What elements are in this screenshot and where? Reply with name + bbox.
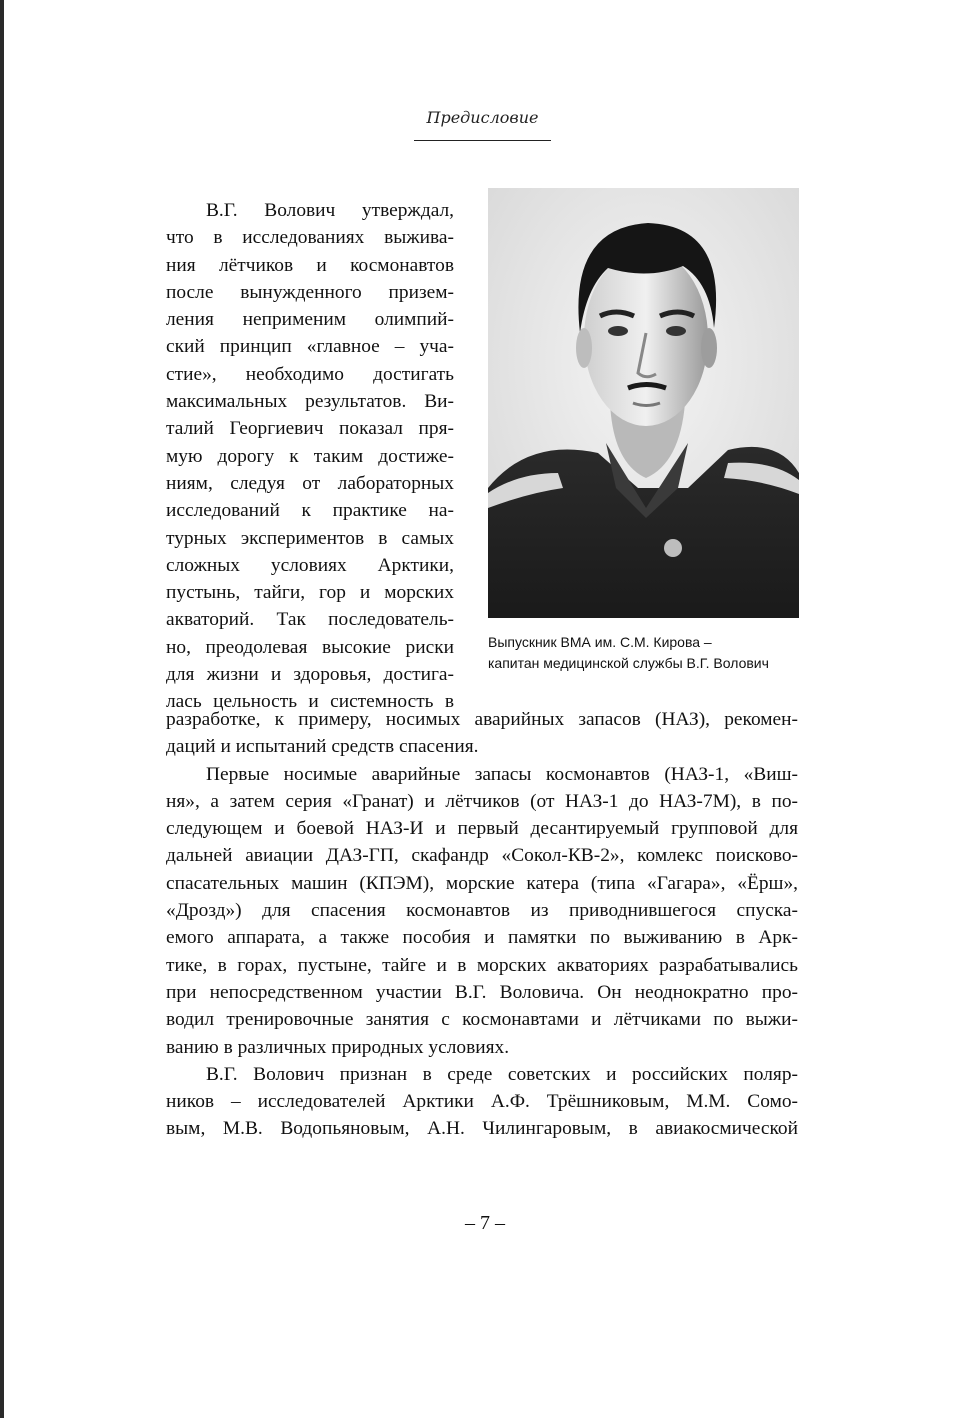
text-line: при непосредственном участии В.Г. Воловича. Он неоднократно про-	[166, 981, 798, 1003]
text-line: максимальных результатов. Ви-	[166, 391, 454, 413]
text-line: «Дрозд») для спасения космонавтов из приводнившегося спуска-	[166, 900, 798, 922]
text-line: мую дорогу к таким достиже-	[166, 445, 454, 467]
text-line: следующем и боевой НАЗ-И и первый десантируемый групповой для	[166, 818, 798, 840]
text-line: дальней авиации ДАЗ-ГП, скафандр «Сокол-КВ-2», комлекс поисково-	[166, 845, 798, 867]
text-line: водил тренировочные занятия с космонавтами и лётчиками по выжи-	[166, 1009, 798, 1031]
text-line: ния лётчиков и космонавтов	[166, 254, 454, 276]
text-line: что в исследованиях выжива-	[166, 227, 454, 249]
body-wide	[166, 706, 798, 1143]
text-line: вым, М.В. Водопьяновым, А.Н. Чилингаровым, в авиакосмической	[166, 1118, 798, 1140]
text-line: В.Г. Волович утверждал,	[206, 200, 454, 221]
page-edge	[0, 0, 4, 1418]
running-header: Предисловие	[426, 108, 539, 127]
text-line: ня», а затем серия «Гранат) и лётчиков (от НАЗ-1 до НАЗ-7М), в по-	[166, 790, 798, 812]
text-line: талий Георгиевич показал пря-	[166, 418, 454, 440]
text-line: сложных условиях Арктики,	[166, 554, 454, 576]
caption-line: Выпускник ВМА им. С.М. Кирова –	[488, 634, 712, 650]
text-line: после вынужденного призем-	[166, 281, 454, 303]
text-line: ский принцип «главное – уча-	[166, 336, 454, 358]
text-line: даций и испытаний средств спасения.	[166, 736, 479, 758]
text-line: для жизни и здоровья, достига-	[166, 664, 454, 686]
text-line: ников – исследователей Арктики А.Ф. Трёшниковым, М.М. Сомо-	[166, 1091, 798, 1113]
text-line: Первые носимые аварийные запасы космонавтов (НАЗ-1, «Виш-	[206, 763, 798, 785]
text-line: но, преодолевая высокие риски	[166, 636, 454, 658]
text-line: исследований к практике на-	[166, 500, 454, 522]
text-line: тике, в горах, пустыне, тайге и в морских акваториях разрабатывались	[166, 954, 798, 976]
caption-line: капитан медицинской службы В.Г. Волович	[488, 655, 769, 671]
text-line: стие», необходимо достигать	[166, 363, 454, 385]
text-line: емого аппарата, а также пособия и памятки по выживанию в Арк-	[166, 927, 798, 949]
header-rule	[414, 140, 551, 141]
text-line: турных экспериментов в самых	[166, 527, 454, 549]
text-line: акваторий. Так последователь-	[166, 609, 454, 631]
text-line: ления неприменим олимпий-	[166, 309, 454, 331]
text-line: лась цельность и системность в	[166, 691, 454, 713]
text-line: ванию в различных природных условиях.	[166, 1036, 510, 1058]
body-column	[166, 197, 454, 716]
portrait-photo	[488, 188, 799, 618]
text-line: разработке, к примеру, носимых аварийных запасов (НАЗ), рекомен-	[166, 709, 798, 730]
photo-caption	[488, 632, 808, 674]
page-number: – 7 –	[465, 1212, 505, 1234]
text-line: В.Г. Волович признан в среде советских и российских поляр-	[206, 1063, 798, 1085]
text-line: спасательных машин (КПЭМ), морские катера (типа «Гагара», «Ёрш»,	[166, 872, 798, 894]
text-line: ниям, следуя от лабораторных	[166, 472, 454, 494]
text-line: пустынь, тайги, гор и морских	[166, 582, 454, 604]
